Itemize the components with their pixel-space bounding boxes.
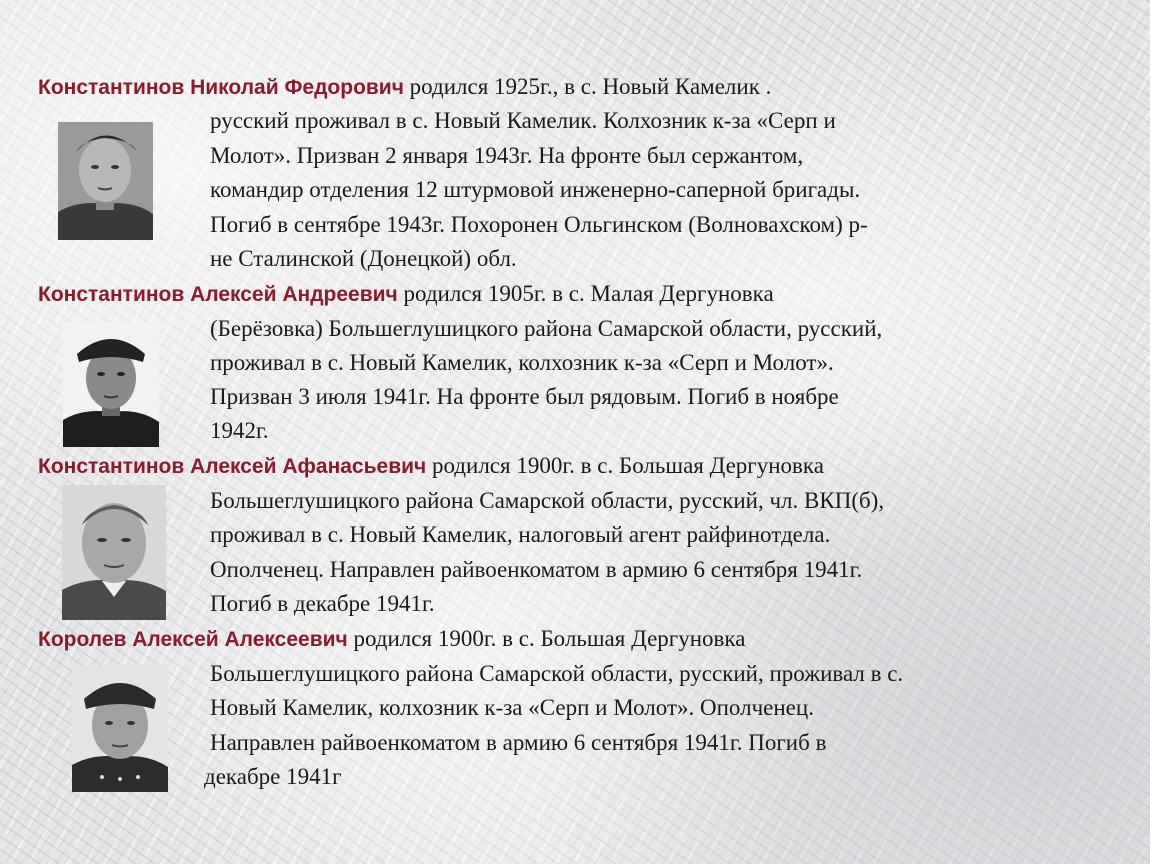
- entry-2-line-2: (Берёзовка) Большеглушицкого района Самарской области, русский,: [210, 316, 883, 341]
- portrait-photo-3: [62, 485, 166, 620]
- portrait-photo-1: [58, 122, 153, 240]
- entry-3-line-5: Погиб в декабре 1941г.: [210, 591, 435, 616]
- entry-1-line-1: родился 1925г., в с. Новый Камелик .: [403, 74, 772, 99]
- entry-3-first-line: [38, 449, 824, 484]
- entry-1-line-3: Молот». Призван 2 января 1943г. На фронте был сержантом,: [210, 143, 804, 168]
- entry-4-line-1: родился 1900г. в с. Большая Дергуновка: [347, 626, 746, 651]
- entry-4-line-5: декабре 1941г: [204, 764, 342, 789]
- portrait-photo-4: [72, 665, 168, 792]
- entry-2-line-4: Призван 3 июля 1941г. На фронте был рядовым. Погиб в ноябре: [210, 384, 839, 409]
- entry-3-line-3: проживал в с. Новый Камелик, налоговый агент райфинотдела.: [210, 522, 831, 547]
- entry-4-first-line: [38, 622, 745, 657]
- entry-1-line-4: командир отделения 12 штурмовой инженерно-саперной бригады.: [210, 177, 861, 202]
- entry-4-name: Королев Алексей Алексеевич: [38, 628, 348, 651]
- entry-1-first-line: [38, 70, 771, 105]
- entry-1-line-6: не Сталинской (Донецкой) обл.: [210, 246, 517, 271]
- entry-1-line-2: русский проживал в с. Новый Камелик. Колхозник к-за «Серп и: [210, 108, 836, 133]
- entry-3-name: Константинов Алексей Афанасьевич: [38, 455, 427, 478]
- entry-2-name: Константинов Алексей Андреевич: [38, 283, 398, 306]
- entry-2-first-line: [38, 277, 774, 312]
- entry-3-line-2: Большеглушицкого района Самарской области, русский, чл. ВКП(б),: [210, 488, 885, 513]
- entry-2-line-3: проживал в с. Новый Камелик, колхозник к-за «Серп и Молот».: [210, 350, 834, 375]
- entry-1-line-5: Погиб в сентябре 1943г. Похоронен Ольгинском (Волновахском) р-: [210, 212, 868, 237]
- entry-2-line-1: родился 1905г. в с. Малая Дергуновка: [397, 281, 774, 306]
- entry-2-line-5: 1942г.: [210, 418, 269, 443]
- entry-1-name: Константинов Николай Федорович: [38, 76, 404, 99]
- entry-4-line-4: Направлен райвоенкоматом в армию 6 сентября 1941г. Погиб в: [210, 730, 827, 755]
- entry-4-line-2: Большеглушицкого района Самарской области, русский, проживал в с.: [210, 661, 904, 686]
- portrait-photo-2: [63, 322, 159, 447]
- entry-3-line-4: Ополченец. Направлен райвоенкоматом в армию 6 сентября 1941г.: [210, 557, 863, 582]
- entry-3-line-1: родился 1900г. в с. Большая Дергуновка: [426, 453, 824, 478]
- entry-4-line-3: Новый Камелик, колхозник к-за «Серп и Молот». Ополченец.: [210, 695, 814, 720]
